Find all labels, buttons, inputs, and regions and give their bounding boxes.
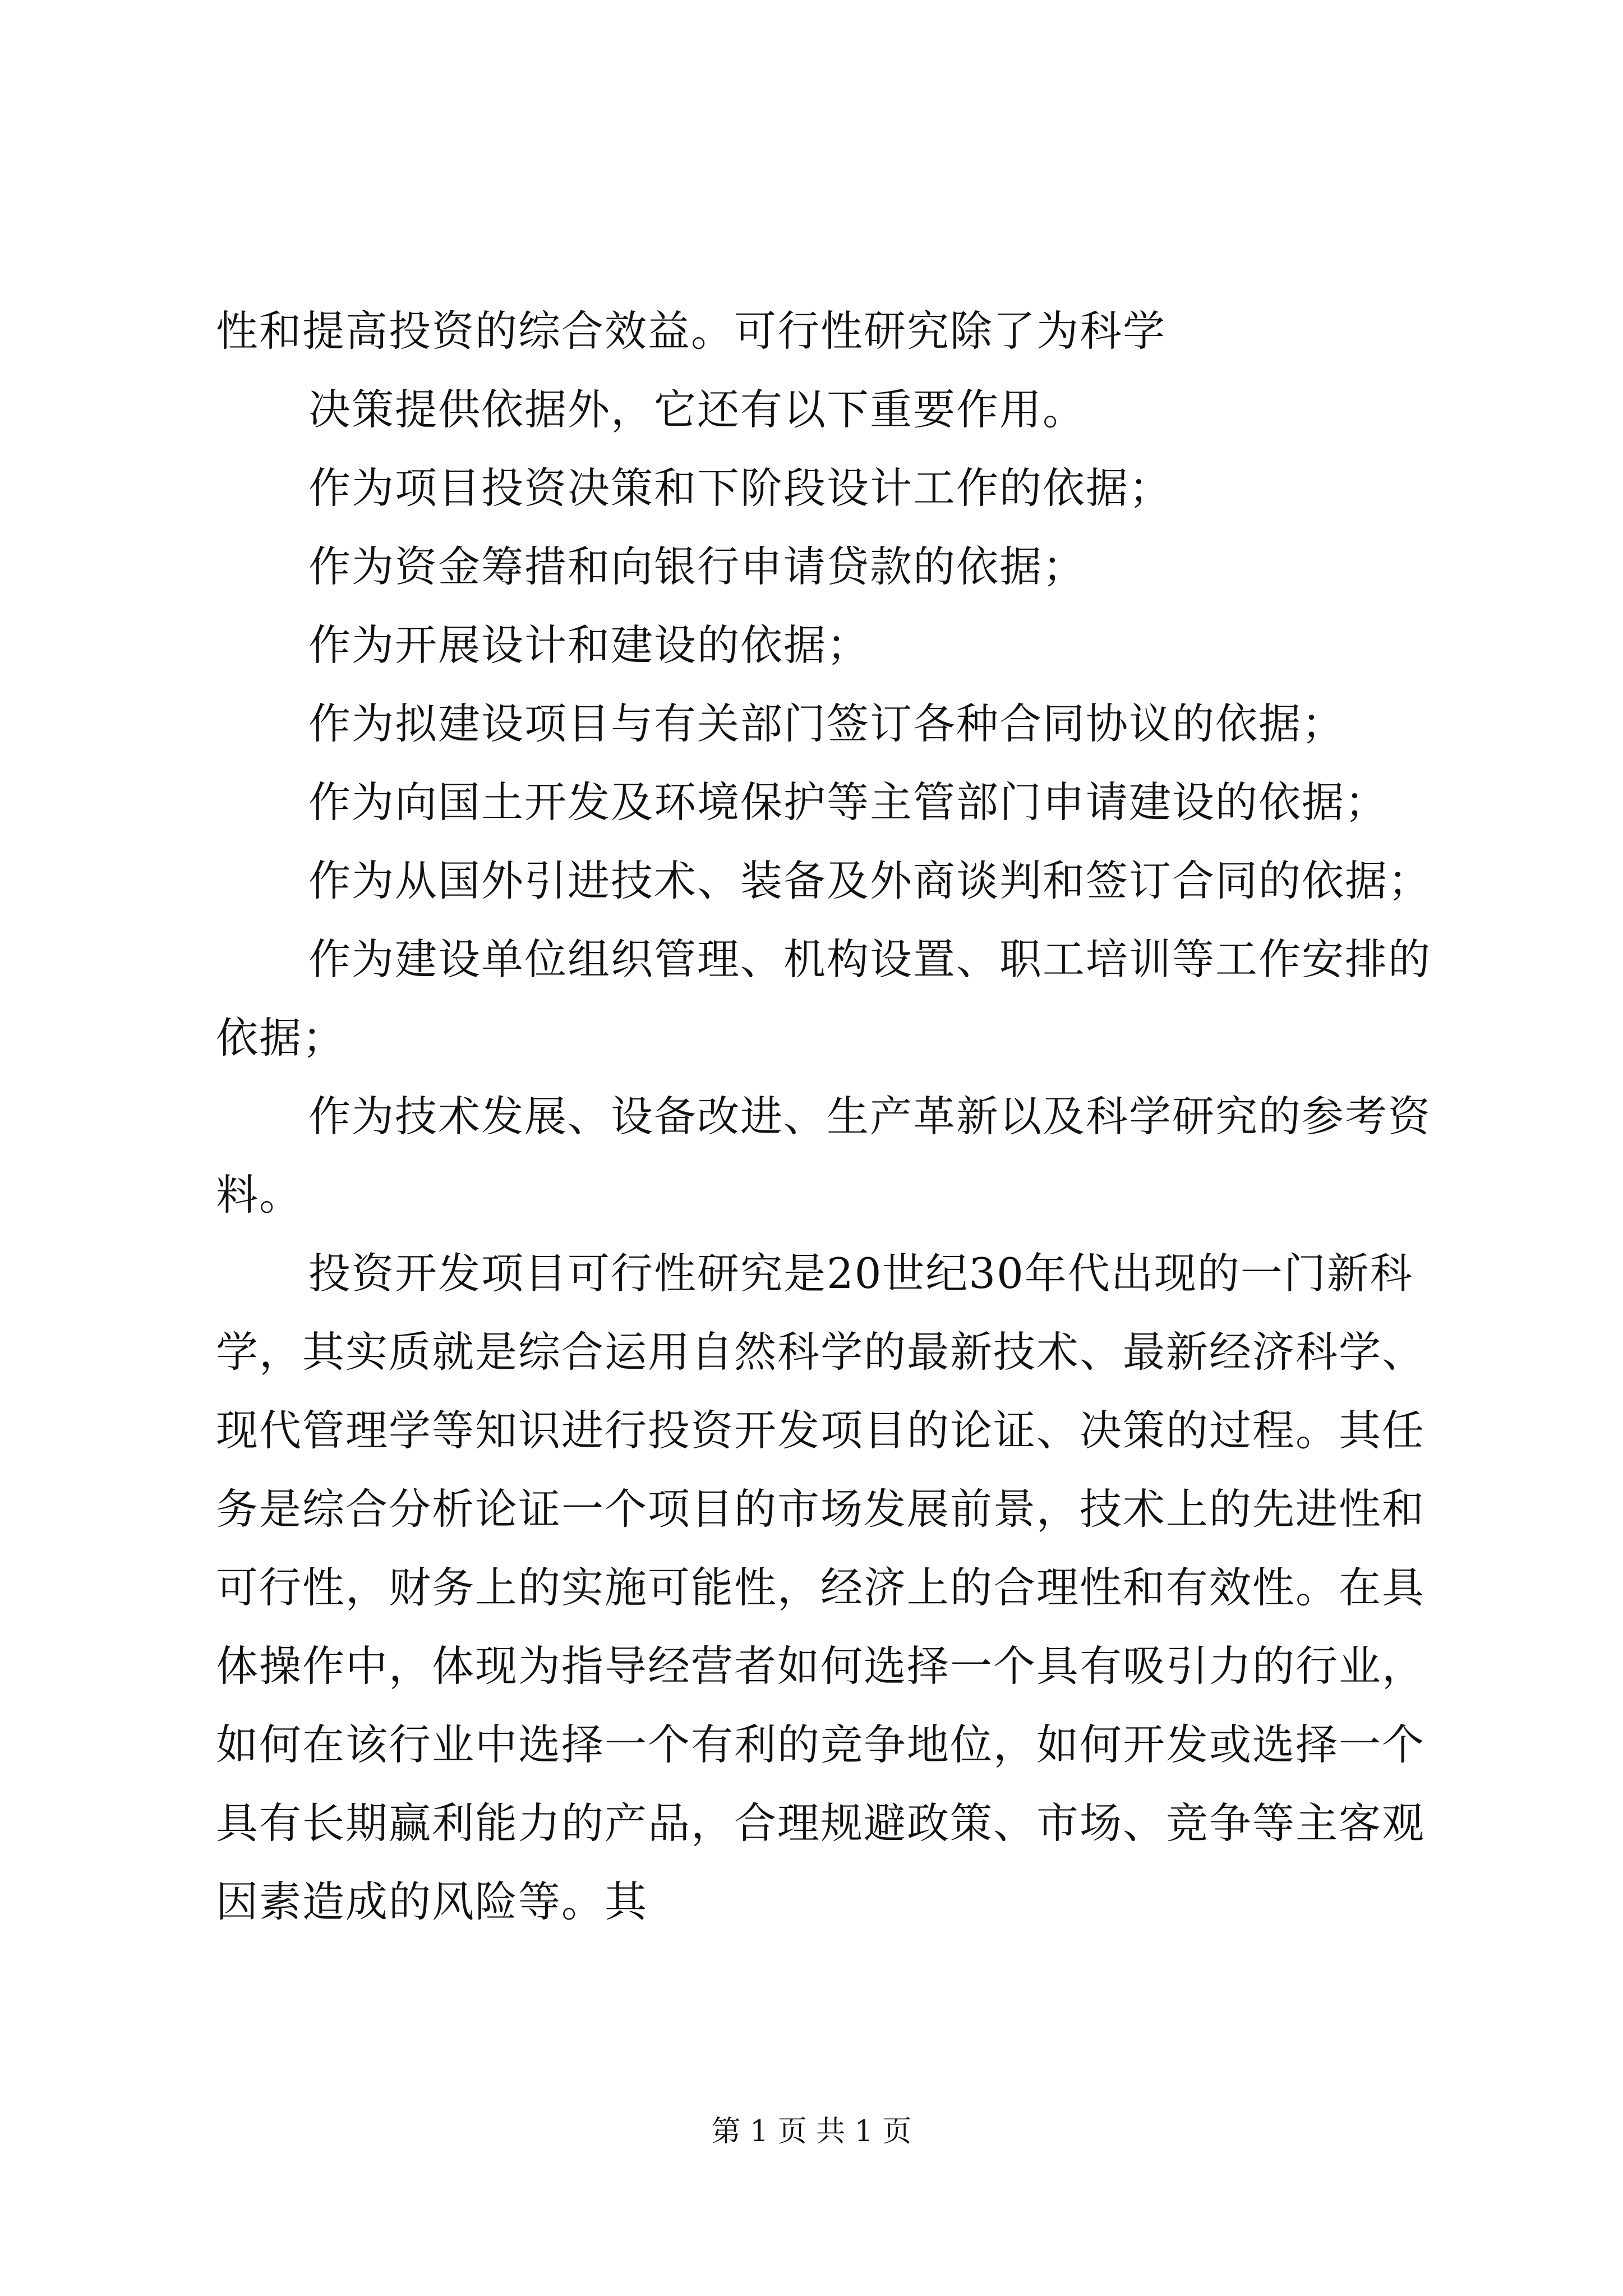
text-line: 作为资金筹措和向银行申请贷款的依据； [308,542,1086,591]
text-line: 作为从国外引进技术、装备及外商谈判和签订合同的依据； [308,856,1432,905]
text-line: 投资开发项目可行性研究是20世纪30年代出现的一门新科 [308,1249,1413,1298]
text-line: 具有长期赢利能力的产品，合理规避政策、市场、竞争等主客观 [216,1798,1426,1848]
text-line: 作为拟建设项目与有关部门签订各种合同协议的依据； [308,699,1345,748]
text-line: 依据； [216,1013,346,1062]
text-line: 体操作中，体现为指导经营者如何选择一个具有吸引力的行业， [216,1641,1426,1691]
page-footer [0,2112,1623,2151]
text-line: 作为开展设计和建设的依据； [308,620,870,670]
text-line: 作为项目投资决策和下阶段设计工作的依据； [308,463,1173,513]
document-body [216,292,1432,1941]
text-line: 可行性，财务上的实施可能性，经济上的合理性和有效性。在具 [216,1563,1426,1612]
text-line: 学，其实质就是综合运用自然科学的最新技术、最新经济科学、 [216,1327,1426,1377]
text-line: 料。 [216,1170,303,1220]
text-line: 作为向国土开发及环境保护等主管部门申请建设的依据； [308,777,1389,827]
text-line: 作为技术发展、设备改进、生产革新以及科学研究的参考资 [308,1092,1432,1141]
text-line: 作为建设单位组织管理、机构设置、职工培训等工作安排的 [308,935,1432,984]
text-line: 现代管理学等知识进行投资开发项目的论证、决策的过程。其任 [216,1406,1426,1455]
text-line: 如何在该行业中选择一个有利的竞争地位，如何开发或选择一个 [216,1720,1426,1769]
text-line: 性和提高投资的综合效益。可行性研究除了为科学 [216,306,1166,356]
text-line: 因素造成的风险等。其 [216,1877,648,1926]
text-line: 务是综合分析论证一个项目的市场发展前景，技术上的先进性和 [216,1484,1426,1534]
text-line: 决策提供依据外，它还有以下重要作用。 [308,385,1086,434]
page-number: 第 1 页 共 1 页 [711,2115,912,2148]
